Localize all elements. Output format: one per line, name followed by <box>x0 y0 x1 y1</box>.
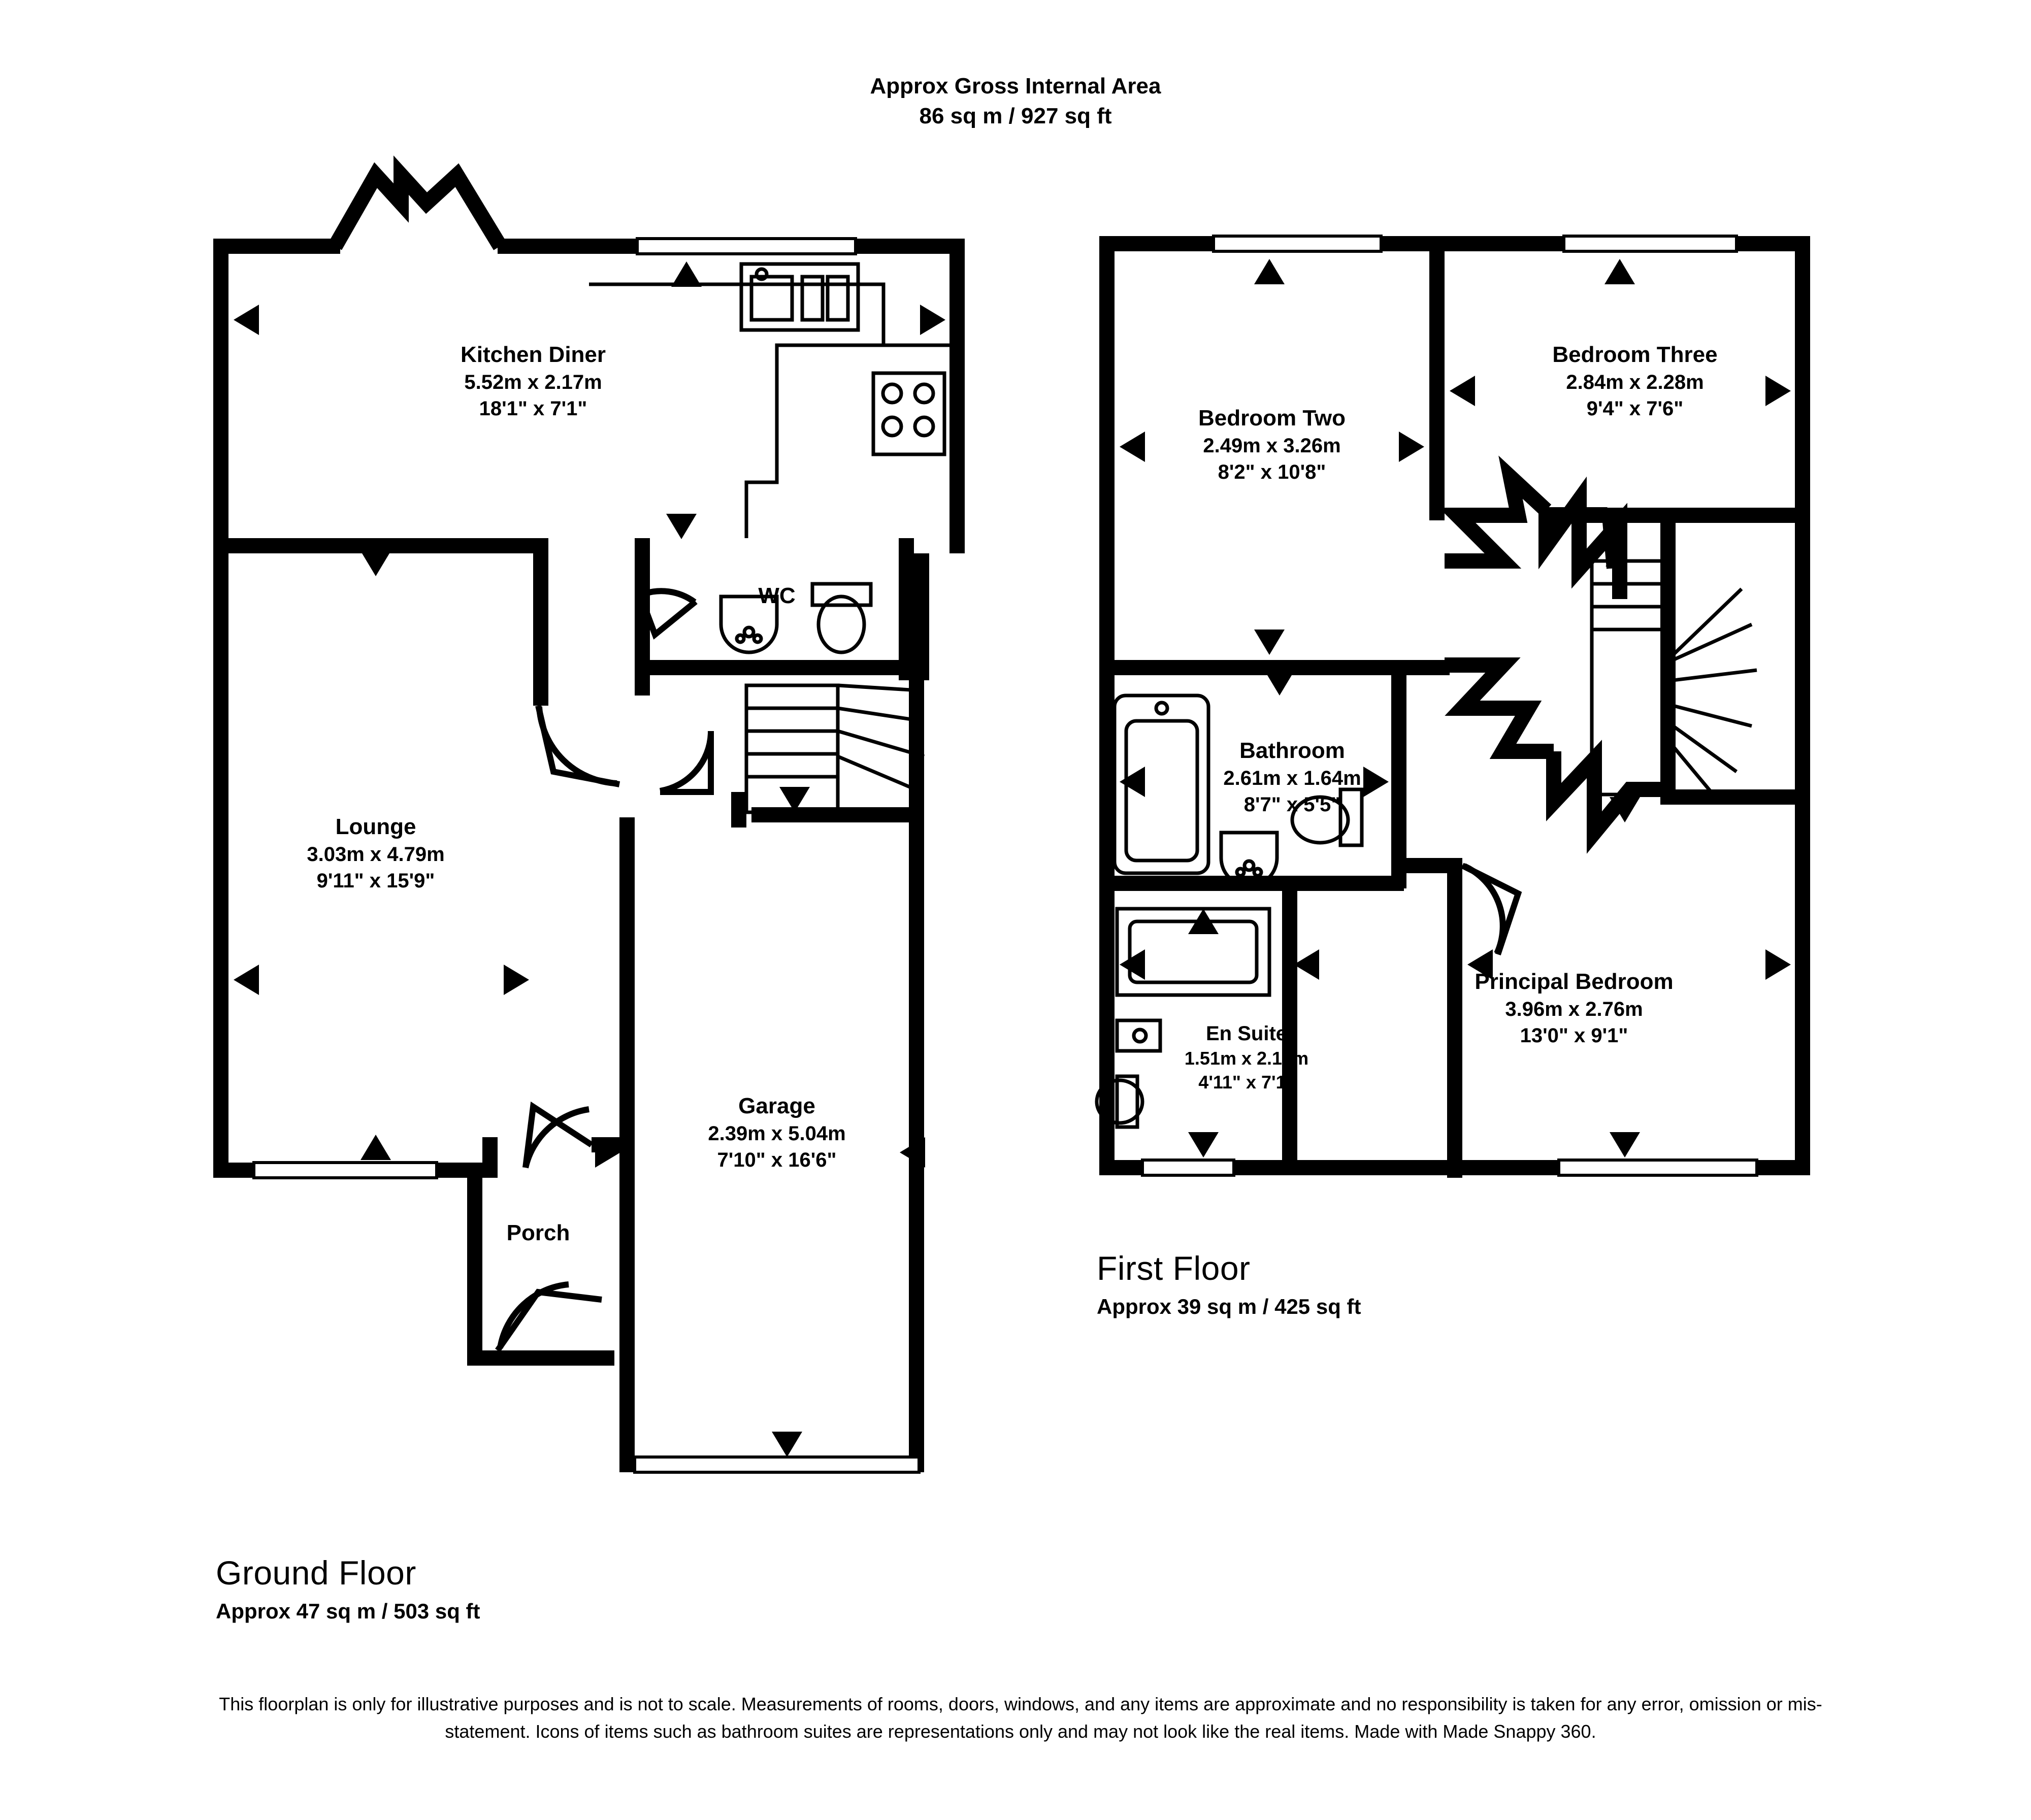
ff-bedroom-three-window <box>1564 236 1737 251</box>
ff-ensuite-shower-icon <box>1117 909 1269 995</box>
ground-floor-title: Ground Floor <box>216 1554 416 1592</box>
first-floor-caption <box>1097 1249 1361 1319</box>
ground-floor-area: Approx 47 sq m / 503 sq ft <box>216 1599 480 1623</box>
room-label-porch: Porch <box>506 1220 570 1245</box>
room-label-wc: WC <box>758 583 796 608</box>
ff-ensuite-window <box>1142 1160 1234 1175</box>
first-floor-area: Approx 39 sq m / 425 sq ft <box>1097 1295 1361 1318</box>
gf-bay-window <box>335 175 500 246</box>
ff-landing-walls <box>1445 477 1660 833</box>
gf-kitchen-window <box>637 239 856 254</box>
disclaimer-text: This floorplan is only for illustrative purposes and is not to scale. Measurements of rooms, doors, windows, and any items are approximate and no responsibility is taken for any error, omission or mis-statement. Icons of items such as bathroom suites are representations only and may not look like the real items. Made with Made Snappy 360. <box>219 1694 1822 1742</box>
gf-kitchen-hob-icon <box>873 373 944 454</box>
first-floor-title: First Floor <box>1097 1249 1251 1287</box>
room-label-kitchen-diner: Kitchen Diner 5.52m x 2.17m 18'1" x 7'1" <box>460 342 606 420</box>
gf-garage-door <box>635 1457 919 1472</box>
room-label-bedroom-three: Bedroom Three 2.84m x 2.28m 9'4" x 7'6" <box>1552 342 1718 420</box>
gf-wc-walls <box>899 553 929 680</box>
gf-lounge-window <box>254 1163 437 1178</box>
ff-bedroom-two-window <box>1214 236 1381 251</box>
ground-floor-caption <box>216 1553 480 1624</box>
ff-principal-window <box>1559 1160 1757 1175</box>
gf-kitchen-sink-icon <box>741 264 858 330</box>
room-label-en-suite: En Suite 1.51m x 2.15m 4'11" x 7'1" <box>1184 1022 1309 1093</box>
gia-line1: Approx Gross Internal Area <box>870 74 1161 98</box>
room-label-garage: Garage 2.39m x 5.04m 7'10" x 16'6" <box>708 1094 846 1172</box>
room-label-lounge: Lounge 3.03m x 4.79m 9'11" x 15'9" <box>307 814 445 892</box>
gf-porch-door-front <box>526 1107 592 1168</box>
gia-line2: 86 sq m / 927 sq ft <box>919 104 1112 129</box>
room-label-bathroom: Bathroom 2.61m x 1.64m 8'7" x 5'5" <box>1223 738 1361 816</box>
gf-porch-door-side <box>498 1284 602 1350</box>
ff-principal-door <box>1462 866 1518 954</box>
gf-lounge-door <box>538 706 619 784</box>
room-label-bedroom-two: Bedroom Two 2.49m x 3.26m 8'2" x 10'8" <box>1198 406 1346 484</box>
gf-hall-door <box>660 731 711 792</box>
gf-staircase <box>746 685 924 812</box>
room-label-principal-bedroom: Principal Bedroom 3.96m x 2.76m 13'0" x 9'1" <box>1475 969 1674 1047</box>
